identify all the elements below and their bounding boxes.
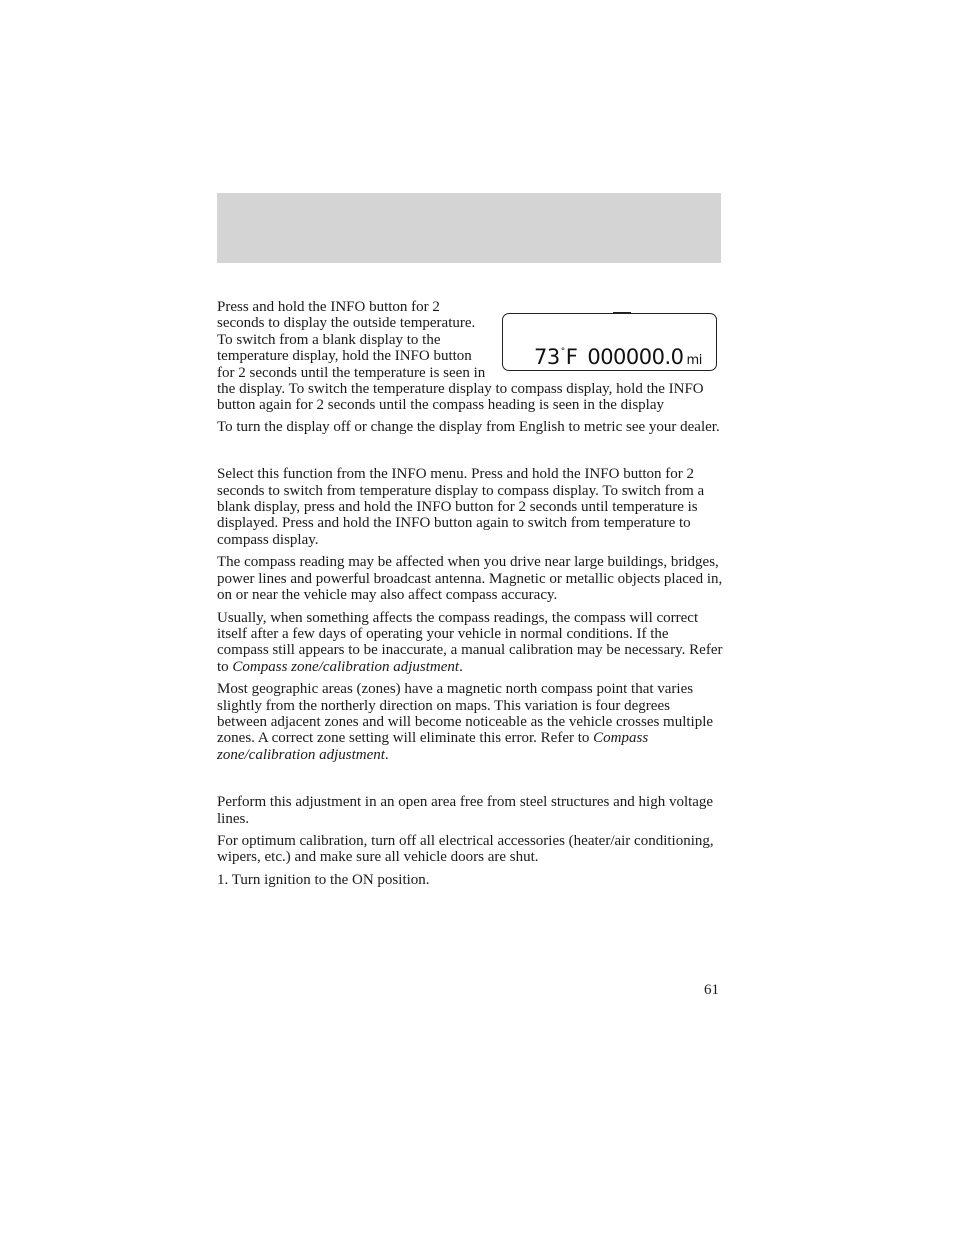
- step-1: 1. Turn ignition to the ON position.: [217, 871, 430, 888]
- compass-calibration-reference: Compass zone/calibration adjustment: [232, 658, 460, 675]
- distance-unit: mi: [686, 353, 702, 368]
- paragraph-compass-self-correct: [217, 610, 723, 676]
- compass-calibration-reference-2: Compass zone/calibration adjustment: [217, 730, 649, 763]
- message-center-display-illustration: [502, 313, 717, 371]
- paragraph-compass-interference: The compass reading may be affected when you drive near large buildings, bridges, power lines and powerful broadcast antenna. Magnetic or metallic objects placed in, on or near the vehicle may also affect compass accuracy.: [217, 554, 723, 604]
- paragraph-compass-zones: [217, 681, 723, 763]
- paragraph-temperature-display: Press and hold the INFO button for 2 seconds to display the outside temperature. To switch from a blank display to the temperature display, hold the INFO button for 2 seconds until the temperature is seen in the display. To switch the temperature display to compass display, hold the INFO button again for 2 seconds until the compass heading is seen in the display: [217, 299, 704, 414]
- paragraph-calibration-location: Perform this adjustment in an open area free from steel structures and high voltage lines.: [217, 794, 714, 827]
- paragraph-calibration-accessories: For optimum calibration, turn off all electrical accessories (heater/air conditioning, wipers, etc.) and make sure all vehicle doors are shut.: [217, 832, 714, 866]
- section-gap-2: [217, 769, 723, 794]
- paragraph-display-settings: To turn the display off or change the display from English to metric see your dealer.: [217, 418, 720, 435]
- page-body: [217, 299, 723, 894]
- odometer-value: 000000.0: [587, 345, 684, 369]
- temperature-value: 73: [534, 345, 560, 369]
- section-header-band: [217, 193, 721, 263]
- p6-end: .: [384, 746, 389, 763]
- degree-symbol: °: [560, 347, 565, 357]
- section-gap: [217, 441, 723, 466]
- page-number: 61: [704, 982, 719, 998]
- p5-end: .: [459, 658, 463, 675]
- p5-text: Usually, when something affects the compass readings, the compass will correct itself after a few days of operating your vehicle in normal conditions. If the compass still appears to be inaccurate, a manual calibration may be necessary. Refer to: [217, 609, 723, 675]
- display-notch: [613, 312, 631, 314]
- temperature-unit: F: [565, 345, 578, 369]
- paragraph-compass-select: Select this function from the INFO menu. Press and hold the INFO button for 2 seconds to switch from temperature display to compass display. To switch from a blank display, press and hold the INFO button for 2 seconds until temperature is displayed. Press and hold the INFO button again to switch from temperature to compass display.: [217, 466, 705, 548]
- p6-text: Most geographic areas (zones) have a magnetic north compass point that varies slightly from the northerly direction on maps. This variation is four degrees between adjacent zones and will become noticeable as the vehicle crosses multiple zones. A correct zone setting will eliminate this error. Refer to: [217, 681, 714, 747]
- display-readout: [534, 341, 702, 372]
